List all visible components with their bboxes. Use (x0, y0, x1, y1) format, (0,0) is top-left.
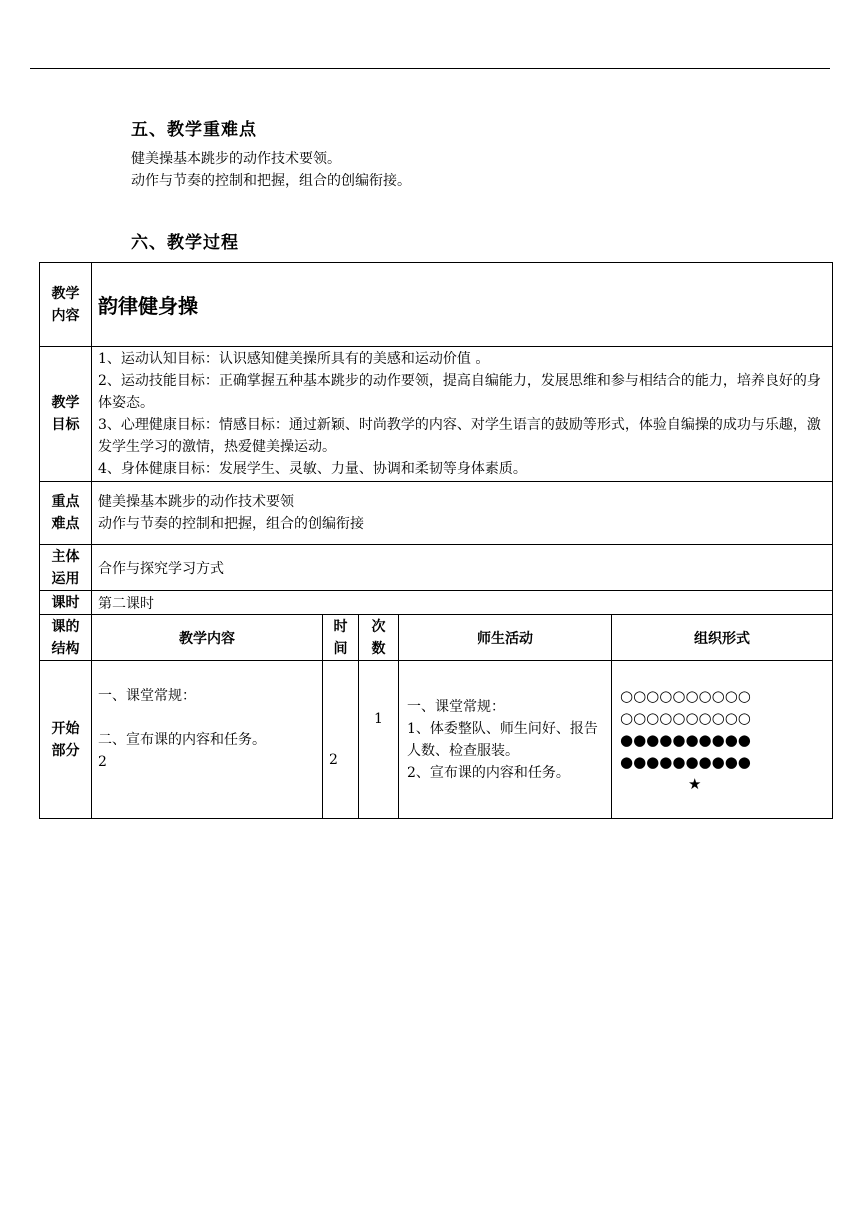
label-teaching-goals: 教学目标 (40, 347, 92, 482)
key-point-line: 健美操基本跳步的动作技术要领。 (131, 151, 341, 167)
subject-use-value: 合作与探究学习方式 (92, 545, 833, 591)
header-content: 教学内容 (92, 615, 323, 661)
start-content (92, 661, 323, 819)
start-activity-line: 一、课堂常规： (407, 698, 505, 715)
lesson-value: 第二课时 (92, 591, 833, 615)
start-content-line: 二、宣布课的内容和任务。 (98, 731, 266, 748)
key-point-item: 动作与节奏的控制和把握，组合的创编衔接 (98, 516, 364, 532)
key-points-list (92, 482, 833, 545)
start-time: 2 (323, 661, 359, 819)
key-point-line: 动作与节奏的控制和把握，组合的创编衔接。 (131, 173, 411, 189)
start-content-line (98, 707, 316, 729)
teacher-star-icon: ★ (688, 774, 702, 793)
teaching-plan-table (39, 262, 833, 819)
label-subject-use: 主体运用 (40, 545, 92, 591)
start-activity (399, 661, 612, 819)
key-points-paragraph (131, 148, 411, 192)
start-count: 1 (359, 661, 399, 819)
goal-item: 2、运动技能目标：正确掌握五种基本跳步的动作要领，提高自编能力，发展思维和参与相结合的能力，培养良好的身体姿态。 (98, 373, 821, 411)
start-activity-line: 2、宣布课的内容和任务。 (407, 764, 570, 781)
row-teaching-content (40, 263, 833, 347)
section-title-key-difficult-points: 五、教学重难点 (131, 120, 257, 140)
key-point-item: 健美操基本跳步的动作技术要领 (98, 494, 294, 510)
teaching-goals-list (92, 347, 833, 482)
label-start-part: 开始部分 (40, 661, 92, 819)
formation-row-hollow: ○○○○○○○○○○ (620, 686, 751, 705)
formation-row-hollow: ○○○○○○○○○○ (620, 708, 751, 727)
formation-diagram (612, 661, 833, 819)
goal-item: 1、运动认知目标：认识感知健美操所具有的美感和运动价值 。 (98, 351, 490, 367)
start-content-line: 一、课堂常规： (98, 687, 196, 704)
header-organization: 组织形式 (612, 615, 833, 661)
header-rule (30, 68, 830, 69)
row-key-points (40, 482, 833, 545)
header-activity: 师生活动 (399, 615, 612, 661)
row-teaching-goals (40, 347, 833, 482)
label-key-points: 重点难点 (40, 482, 92, 545)
section-title-teaching-process: 六、教学过程 (131, 233, 239, 253)
start-activity-line: 1、体委整队、师生问好、报告人数、检查服装。 (407, 720, 598, 759)
teaching-content-value (92, 263, 833, 347)
label-lesson: 课时 (40, 591, 92, 615)
header-count: 次数 (359, 615, 399, 661)
header-structure: 课的结构 (40, 615, 92, 661)
label-teaching-content: 教学内容 (40, 263, 92, 347)
goal-item: 4、身体健康目标：发展学生、灵敏、力量、协调和柔韧等身体素质。 (98, 461, 527, 477)
row-structure-header (40, 615, 833, 661)
goal-item: 3、心理健康目标：情感目标：通过新颖、时尚教学的内容、对学生语言的鼓励等形式，体验自编操的成功与乐趣，激发学生学习的激情，热爱健美操运动。 (98, 417, 821, 455)
row-start-part (40, 661, 833, 819)
row-subject-use (40, 545, 833, 591)
header-time: 时间 (323, 615, 359, 661)
teaching-content-title: 韵律健身操 (98, 294, 198, 318)
start-content-line: 2 (98, 753, 107, 770)
formation-row-solid: ●●●●●●●●●● (620, 752, 751, 771)
formation-row-solid: ●●●●●●●●●● (620, 730, 751, 749)
row-lesson (40, 591, 833, 615)
